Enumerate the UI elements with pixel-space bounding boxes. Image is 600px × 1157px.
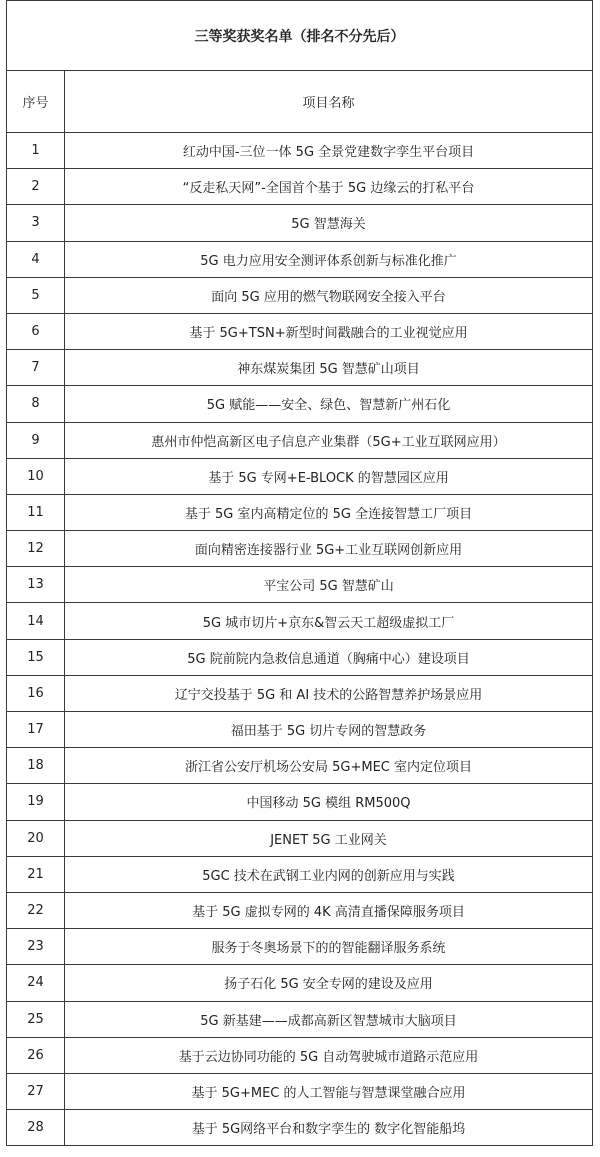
row-index: 6 (7, 313, 65, 349)
table-row (7, 748, 593, 784)
row-index: 2 (7, 169, 65, 205)
row-project-name: 服务于冬奥场景下的的智能翻译服务系统 (65, 929, 593, 965)
row-index: 27 (7, 1073, 65, 1109)
row-index: 24 (7, 965, 65, 1001)
row-project-name: 基于 5G 专网+E-BLOCK 的智慧园区应用 (65, 458, 593, 494)
row-index: 4 (7, 241, 65, 277)
table-row (7, 169, 593, 205)
row-index: 17 (7, 712, 65, 748)
row-index: 16 (7, 675, 65, 711)
row-index: 15 (7, 639, 65, 675)
table-row (7, 1001, 593, 1037)
row-project-name: 浙江省公安厅机场公安局 5G+MEC 室内定位项目 (65, 748, 593, 784)
row-index: 28 (7, 1110, 65, 1146)
table-row (7, 277, 593, 313)
table-row (7, 1037, 593, 1073)
row-project-name: 扬子石化 5G 安全专网的建设及应用 (65, 965, 593, 1001)
table-row (7, 675, 593, 711)
table-row (7, 603, 593, 639)
row-project-name: 5G 院前院内急救信息通道（胸痛中心）建设项目 (65, 639, 593, 675)
row-project-name: 基于云边协同功能的 5G 自动驾驶城市道路示范应用 (65, 1037, 593, 1073)
table-row (7, 531, 593, 567)
table-row (7, 1073, 593, 1109)
row-index: 8 (7, 386, 65, 422)
row-index: 14 (7, 603, 65, 639)
row-project-name: 中国移动 5G 模组 RM500Q (65, 784, 593, 820)
header-row (7, 71, 593, 133)
row-project-name: 红动中国-三位一体 5G 全景党建数字孪生平台项目 (65, 133, 593, 169)
award-list-table (6, 0, 593, 1146)
table-row (7, 205, 593, 241)
row-project-name: 基于 5G网络平台和数字孪生的 数字化智能船坞 (65, 1110, 593, 1146)
row-index: 23 (7, 929, 65, 965)
row-project-name: 5G 电力应用安全测评体系创新与标准化推广 (65, 241, 593, 277)
title-row (7, 1, 593, 71)
table-row (7, 712, 593, 748)
row-index: 9 (7, 422, 65, 458)
row-index: 26 (7, 1037, 65, 1073)
row-index: 18 (7, 748, 65, 784)
table-title: 三等奖获奖名单（排名不分先后） (7, 1, 593, 71)
row-index: 3 (7, 205, 65, 241)
table-row (7, 313, 593, 349)
row-project-name: JENET 5G 工业网关 (65, 820, 593, 856)
row-index: 20 (7, 820, 65, 856)
row-index: 21 (7, 856, 65, 892)
row-project-name: “反走私天网”-全国首个基于 5G 边缘云的打私平台 (65, 169, 593, 205)
table-body (7, 133, 593, 1146)
row-project-name: 神东煤炭集团 5G 智慧矿山项目 (65, 350, 593, 386)
row-index: 12 (7, 531, 65, 567)
row-project-name: 5G 赋能——安全、绿色、智慧新广州石化 (65, 386, 593, 422)
row-project-name: 5G 城市切片+京东&智云天工超级虚拟工厂 (65, 603, 593, 639)
table-row (7, 494, 593, 530)
table-row (7, 386, 593, 422)
table-row (7, 422, 593, 458)
table-row (7, 965, 593, 1001)
row-project-name: 基于 5G+MEC 的人工智能与智慧课堂融合应用 (65, 1073, 593, 1109)
header-index: 序号 (7, 71, 65, 133)
row-project-name: 福田基于 5G 切片专网的智慧政务 (65, 712, 593, 748)
row-index: 11 (7, 494, 65, 530)
row-project-name: 面向 5G 应用的燃气物联网安全接入平台 (65, 277, 593, 313)
table-row (7, 567, 593, 603)
row-project-name: 辽宁交投基于 5G 和 AI 技术的公路智慧养护场景应用 (65, 675, 593, 711)
table-row (7, 241, 593, 277)
row-index: 5 (7, 277, 65, 313)
row-project-name: 5G 智慧海关 (65, 205, 593, 241)
row-project-name: 5GC 技术在武钢工业内网的创新应用与实践 (65, 856, 593, 892)
table-row (7, 929, 593, 965)
row-project-name: 面向精密连接器行业 5G+工业互联网创新应用 (65, 531, 593, 567)
table-row (7, 639, 593, 675)
row-project-name: 平宝公司 5G 智慧矿山 (65, 567, 593, 603)
row-project-name: 惠州市仲恺高新区电子信息产业集群（5G+工业互联网应用） (65, 422, 593, 458)
table-row (7, 820, 593, 856)
table-row (7, 856, 593, 892)
row-index: 7 (7, 350, 65, 386)
header-project-name: 项目名称 (65, 71, 593, 133)
row-project-name: 基于 5G 室内高精定位的 5G 全连接智慧工厂项目 (65, 494, 593, 530)
table-row (7, 350, 593, 386)
table-row (7, 892, 593, 928)
row-index: 13 (7, 567, 65, 603)
row-project-name: 5G 新基建——成都高新区智慧城市大脑项目 (65, 1001, 593, 1037)
row-project-name: 基于 5G 虚拟专网的 4K 高清直播保障服务项目 (65, 892, 593, 928)
table-row (7, 133, 593, 169)
table-row (7, 784, 593, 820)
row-index: 25 (7, 1001, 65, 1037)
row-index: 10 (7, 458, 65, 494)
row-index: 19 (7, 784, 65, 820)
table-row (7, 1110, 593, 1146)
table-row (7, 458, 593, 494)
row-index: 22 (7, 892, 65, 928)
row-index: 1 (7, 133, 65, 169)
row-project-name: 基于 5G+TSN+新型时间戳融合的工业视觉应用 (65, 313, 593, 349)
